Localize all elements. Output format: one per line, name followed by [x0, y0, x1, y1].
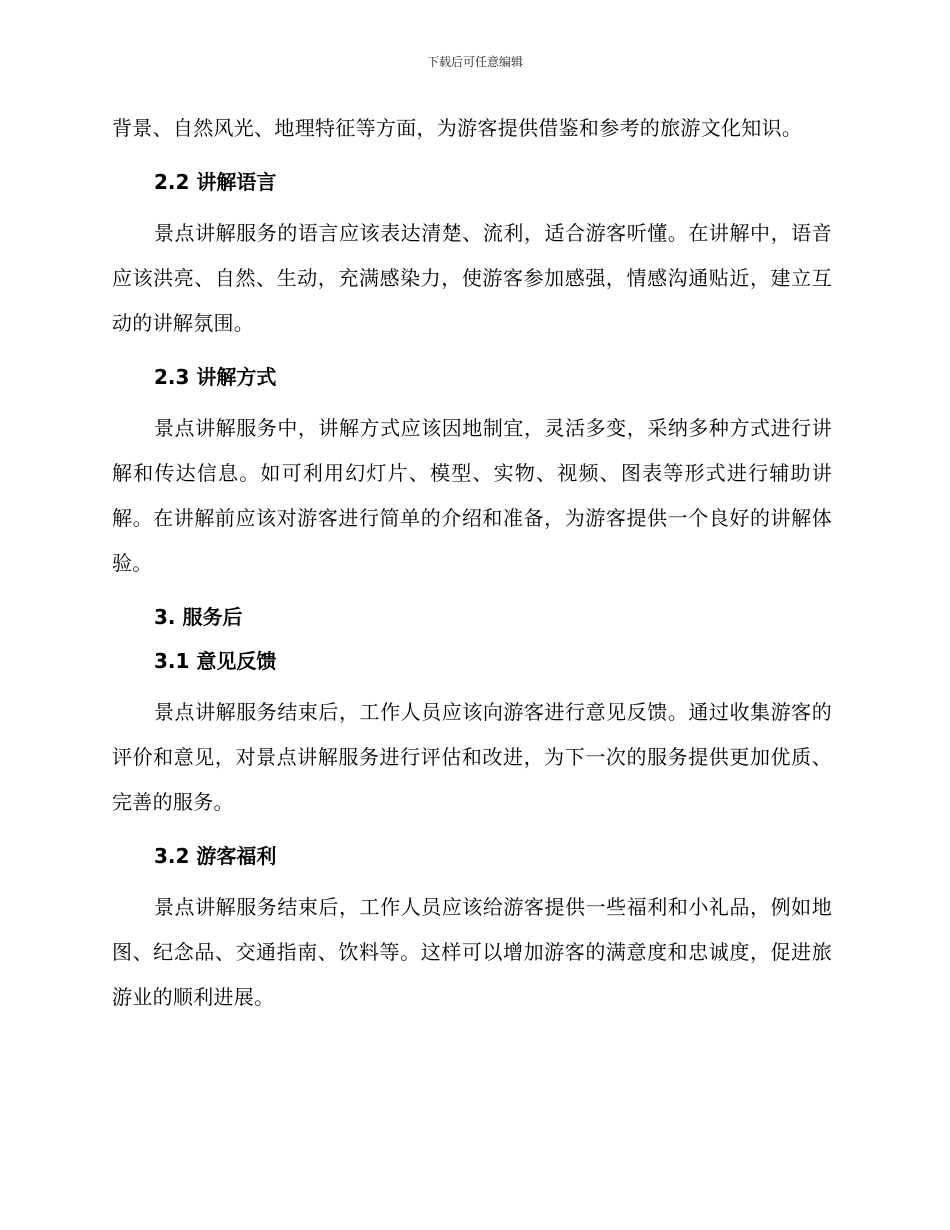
heading-3-1: 3.1 意见反馈 [154, 649, 277, 673]
paragraph-2-3: 景点讲解服务中，讲解方式应该因地制宜，灵活多变，采纳多种方式进行讲解和传达信息。如可利用幻灯片、模型、实物、视频、图表等形式进行辅助讲解。在讲解前应该对游客进行简单的介绍和准备，为游客提供一个良好的讲解体验。 [112, 416, 832, 575]
spacer [112, 676, 832, 690]
spacer [112, 151, 832, 167]
spacer [112, 346, 832, 362]
paragraph-continued: 背景、自然风光、地理特征等方面，为游客提供借鉴和参考的旅游文化知识。 [112, 116, 803, 140]
spacer [112, 871, 832, 885]
paragraph-2-2: 景点讲解服务的语言应该表达清楚、流利，适合游客听懂。在讲解中，语音应该洪亮、自然、生动，充满感染力，使游客参加感强，情感沟通贴近，建立互动的讲解氛围。 [112, 221, 832, 335]
spacer [112, 632, 832, 646]
spacer [112, 392, 832, 406]
heading-2-3: 2.3 讲解方式 [154, 365, 277, 389]
heading-3: 3. 服务后 [154, 605, 243, 629]
paragraph-3-2: 景点讲解服务结束后，工作人员应该给游客提供一些福利和小礼品，例如地图、纪念品、交通指南、饮料等。这样可以增加游客的满意度和忠诚度，促进旅游业的顺利进展。 [112, 895, 832, 1009]
spacer [112, 825, 832, 841]
heading-2-2: 2.2 讲解语言 [154, 170, 277, 194]
spacer [112, 197, 832, 211]
heading-3-2: 3.2 游客福利 [154, 844, 277, 868]
spacer [112, 586, 832, 602]
document-body [112, 106, 832, 1020]
paragraph-3-1: 景点讲解服务结束后，工作人员应该向游客进行意见反馈。通过收集游客的评价和意见，对景点讲解服务进行评估和改进，为下一次的服务提供更加优质、完善的服务。 [112, 700, 832, 814]
header-note: 下载后可任意编辑 [426, 55, 523, 69]
